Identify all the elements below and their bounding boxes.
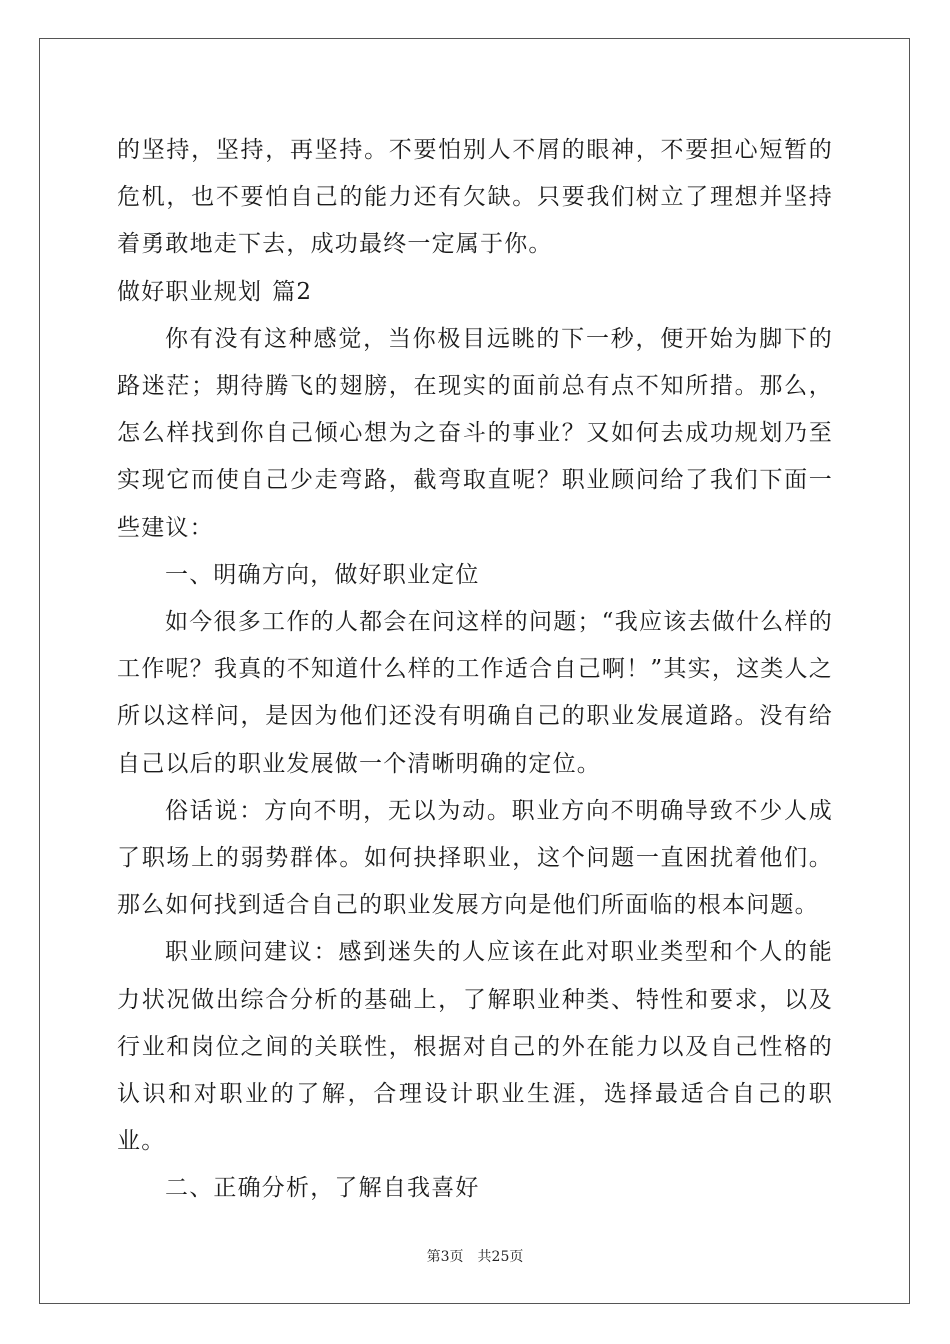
section-heading-number: 篇2: [272, 278, 313, 305]
paragraph-proverb: 俗话说：方向不明，无以为动。职业方向不明确导致不少人成了职场上的弱势群体。如何抉择职业，这个问题一直困扰着他们。那么如何找到适合自己的职业发展方向是他们所面临的根本问题。: [117, 797, 833, 919]
subheading-two: 二、正确分析，了解自我喜好: [165, 1175, 480, 1202]
paragraph-continued: 的坚持，坚持，再坚持。不要怕别人不屑的眼神，不要担心短暂的危机，也不要怕自己的能力还有欠缺。只要我们树立了理想并坚持着勇敢地走下去，成功最终一定属于你。: [117, 137, 833, 258]
page-number: 第3页: [426, 1249, 464, 1265]
section-heading-title: 做好职业规划: [117, 278, 263, 305]
section-heading: [117, 269, 833, 316]
paragraph-question: 如今很多工作的人都会在问这样的问题；“我应该去做什么样的工作呢？我真的不知道什么样的工作适合自己啊！”其实，这类人之所以这样问，是因为他们还没有明确自己的职业发展道路。没有给自己以后的职业发展做一个清晰明确的定位。: [117, 609, 833, 777]
document-body: [117, 127, 833, 1213]
subheading-one: 一、明确方向，做好职业定位: [165, 561, 480, 588]
paragraph-intro: 你有没有这种感觉，当你极目远眺的下一秒，便开始为脚下的路迷茫；期待腾飞的翅膀，在现实的面前总有点不知所措。那么，怎么样找到你自己倾心想为之奋斗的事业？又如何去成功规划乃至实现它而使自己少走弯路，截弯取直呢？职业顾问给了我们下面一些建议：: [117, 325, 833, 541]
page-footer: [0, 1246, 950, 1266]
page-total: 共25页: [477, 1249, 524, 1265]
paragraph-advice: 职业顾问建议：感到迷失的人应该在此对职业类型和个人的能力状况做出综合分析的基础上，了解职业种类、特性和要求，以及行业和岗位之间的关联性，根据对自己的外在能力以及自己性格的认识和对职业的了解，合理设计职业生涯，选择最适合自己的职业。: [117, 939, 833, 1155]
